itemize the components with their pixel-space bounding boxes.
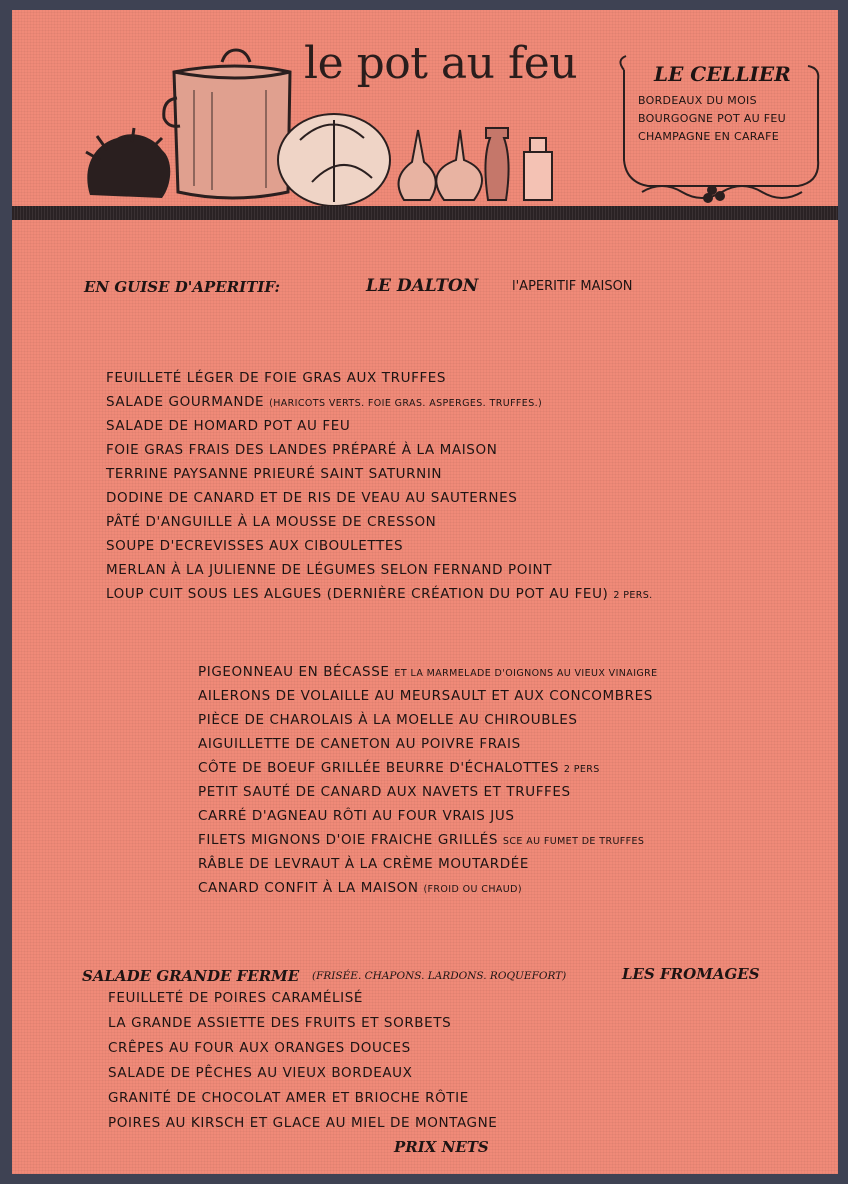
- entree-item: SALADE DE HOMARD POT AU FEU: [106, 418, 351, 434]
- entree-item: SALADE GOURMANDE (HARICOTS VERTS. FOIE GRAS. ASPERGES. TRUFFES.): [106, 394, 543, 410]
- entree-item: PÂTÉ D'ANGUILLE À LA MOUSSE DE CRESSON: [106, 514, 437, 530]
- pepper-mill-icon: [485, 128, 508, 200]
- plat-item: PIÈCE DE CHAROLAIS À LA MOELLE AU CHIROUBLES: [198, 712, 578, 728]
- aperitif-name: LE DALTON: [366, 276, 479, 296]
- plat-item: FILETS MIGNONS D'OIE FRAICHE GRILLÉS SCE AU FUMET DE TRUFFES: [198, 832, 645, 848]
- plat-item: RÂBLE DE LEVRAUT À LA CRÈME MOUTARDÉE: [198, 856, 529, 872]
- cellier-line: BOURGOGNE POT AU FEU: [638, 112, 786, 125]
- entree-item: DODINE DE CANARD ET DE RIS DE VEAU AU SAUTERNES: [106, 490, 518, 506]
- cooking-pot-icon: [164, 50, 290, 198]
- fromages-heading: LES FROMAGES: [622, 965, 760, 983]
- entree-item: SOUPE D'ECREVISSES AUX CIBOULETTES: [106, 538, 404, 554]
- entree-item: FOIE GRAS FRAIS DES LANDES PRÉPARÉ À LA MAISON: [106, 442, 498, 458]
- menu-sheet: [12, 10, 838, 1174]
- greens-icon: [86, 128, 170, 198]
- bottle-icon: [524, 138, 552, 200]
- dessert-item: LA GRANDE ASSIETTE DES FRUITS ET SORBETS: [108, 1015, 452, 1031]
- plat-item: PIGEONNEAU EN BÉCASSE ET LA MARMELADE D'OIGNONS AU VIEUX VINAIGRE: [198, 664, 658, 680]
- plat-item: AIGUILLETTE DE CANETON AU POIVRE FRAIS: [198, 736, 521, 752]
- dessert-item: FEUILLETÉ DE POIRES CARAMÉLISÉ: [108, 990, 364, 1006]
- prix-nets-label: PRIX NETS: [394, 1138, 489, 1156]
- cellier-line: BORDEAUX DU MOIS: [638, 94, 757, 107]
- aperitif-label: EN GUISE D'APERITIF:: [84, 278, 281, 296]
- entree-item: FEUILLETÉ LÉGER DE FOIE GRAS AUX TRUFFES: [106, 370, 447, 386]
- cellier-line: CHAMPAGNE EN CARAFE: [638, 130, 780, 143]
- plat-item: PETIT SAUTÉ DE CANARD AUX NAVETS ET TRUFFES: [198, 784, 571, 800]
- plat-item: CARRÉ D'AGNEAU RÔTI AU FOUR VRAIS JUS: [198, 808, 515, 824]
- plat-item: AILERONS DE VOLAILLE AU MEURSAULT ET AUX CONCOMBRES: [198, 688, 653, 704]
- plat-item: CANARD CONFIT À LA MAISON (FROID OU CHAUD): [198, 880, 522, 896]
- cabbage-icon: [278, 114, 390, 206]
- salade-heading: SALADE GRANDE FERME: [82, 967, 300, 985]
- salade-note: (FRISÉE. CHAPONS. LARDONS. ROQUEFORT): [312, 970, 567, 982]
- dessert-item: SALADE DE PÊCHES AU VIEUX BORDEAUX: [108, 1065, 413, 1081]
- onion-icon: [399, 130, 482, 200]
- entree-item: TERRINE PAYSANNE PRIEURÉ SAINT SATURNIN: [106, 466, 443, 482]
- aperitif-description: l'APERITIF MAISON: [512, 279, 633, 294]
- entree-item: LOUP CUIT SOUS LES ALGUES (DERNIÈRE CRÉATION DU POT AU FEU) 2 PERS.: [106, 586, 653, 602]
- dessert-item: GRANITÉ DE CHOCOLAT AMER ET BRIOCHE RÔTIE: [108, 1090, 469, 1106]
- header-divider-bar: [12, 206, 838, 220]
- cellier-heading: LE CELLIER: [654, 62, 791, 86]
- dessert-item: CRÊPES AU FOUR AUX ORANGES DOUCES: [108, 1040, 411, 1056]
- entree-item: MERLAN À LA JULIENNE DE LÉGUMES SELON FERNAND POINT: [106, 562, 553, 578]
- plat-item: CÔTE DE BOEUF GRILLÉE BEURRE D'ÉCHALOTTES 2 PERS: [198, 760, 600, 776]
- restaurant-title: le pot au feu: [304, 38, 578, 89]
- dessert-item: POIRES AU KIRSCH ET GLACE AU MIEL DE MONTAGNE: [108, 1115, 498, 1131]
